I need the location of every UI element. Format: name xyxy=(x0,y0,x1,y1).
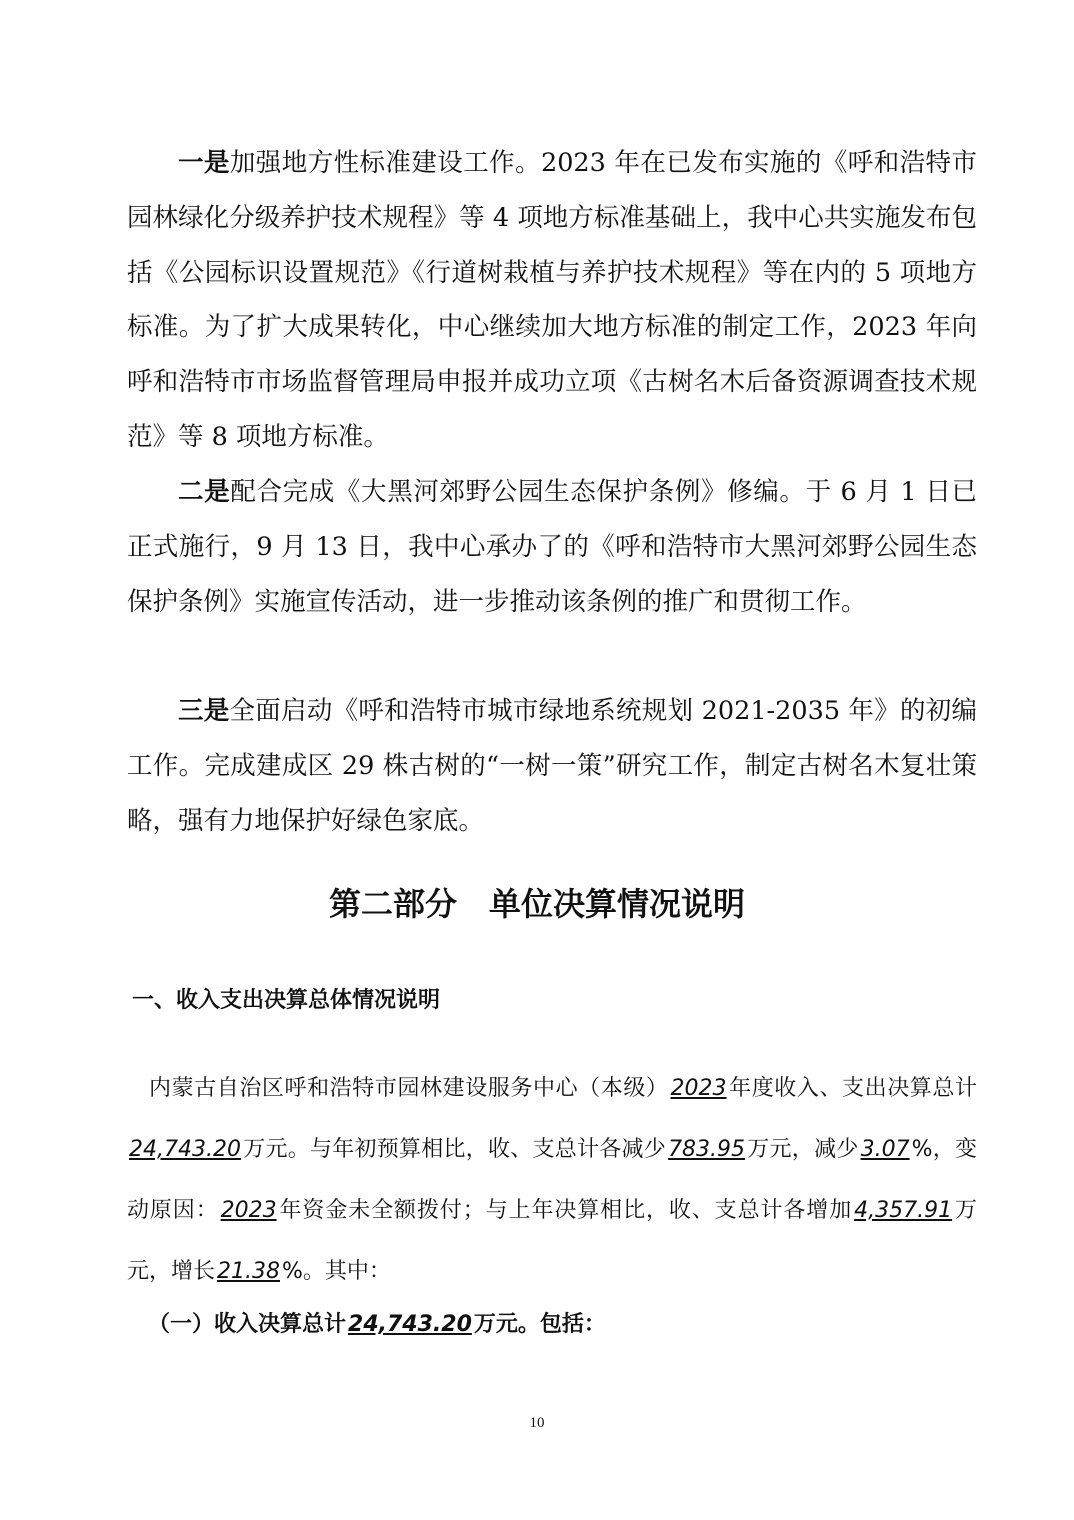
paragraph-regulation xyxy=(127,465,977,629)
subheading-prefix: （一）收入决算总计 xyxy=(148,1312,347,1337)
decrease-value: 783.95 xyxy=(668,1137,746,1162)
summary-text: %，变动原因： xyxy=(127,1137,977,1223)
income-subheading xyxy=(148,1308,606,1342)
paragraph-text: 配合完成《大黑河郊野公园生态保护条例》修编。于 6 月 1 日已正式施行，9 月 13 日，我中心承办了的《呼和浩特市大黑河郊野公园生态保护条例》实施宣传活动，进一步推动该条例的推广和贯彻工作。 xyxy=(127,477,977,617)
paragraph-text: 加强地方性标准建设工作。2023 年在已发布实施的《呼和浩特市园林绿化分级养护技术规程》等 4 项地方标准基础上，我中心共实施发布包括《公园标识设置规范》《行道树栽植与养护技术规程》等在内的 5 项地方标准。为了扩大成果转化，中心继续加大地方标准的制定工作，2023 年向呼和浩特市市场监督管理局申报并成功立项《古树名木后备资源调查技术规范》等 8 项地方标准。 xyxy=(127,148,977,452)
total-value: 24,743.20 xyxy=(129,1137,241,1162)
part-title: 第二部分 单位决算情况说明 xyxy=(328,885,745,923)
summary-text: 年度收入、支出决算总计 xyxy=(728,1076,977,1101)
decrease-percent: 3.07 xyxy=(860,1137,910,1162)
section-heading: 一、收入支出决算总体情况说明 xyxy=(132,988,441,1013)
summary-paragraph xyxy=(127,1058,977,1302)
paragraph-lead: 二是 xyxy=(178,477,231,507)
increase-value: 4,357.91 xyxy=(854,1198,953,1223)
paragraph-lead: 一是 xyxy=(178,148,230,178)
increase-percent: 21.38 xyxy=(217,1259,280,1284)
summary-text: 万元，减少 xyxy=(747,1137,859,1162)
year-value: 2023 xyxy=(220,1198,277,1223)
summary-text: 内蒙古自治区呼和浩特市园林建设服务中心（本级） xyxy=(149,1076,669,1101)
paragraph-planning xyxy=(127,684,977,848)
subheading-suffix: 万元。包括： xyxy=(473,1312,606,1337)
paragraph-lead: 三是 xyxy=(178,696,230,726)
summary-text: %。其中： xyxy=(282,1259,391,1284)
income-total-value: 24,743.20 xyxy=(348,1312,472,1337)
summary-text: 年资金未全额拨付；与上年决算相比，收、支总计各增加 xyxy=(278,1198,853,1223)
paragraph-text: 全面启动《呼和浩特市城市绿地系统规划 2021-2035 年》的初编工作。完成建成区 29 株古树的“一树一策”研究工作，制定古树名木复壮策略，强有力地保护好绿色家底。 xyxy=(127,696,977,836)
paragraph-standards xyxy=(127,136,977,465)
summary-text: 万元。与年初预算相比，收、支总计各减少 xyxy=(242,1137,667,1162)
summary-text: 万元，增长 xyxy=(127,1198,977,1284)
page-number: 10 xyxy=(529,1415,545,1431)
year-value: 2023 xyxy=(670,1076,727,1101)
